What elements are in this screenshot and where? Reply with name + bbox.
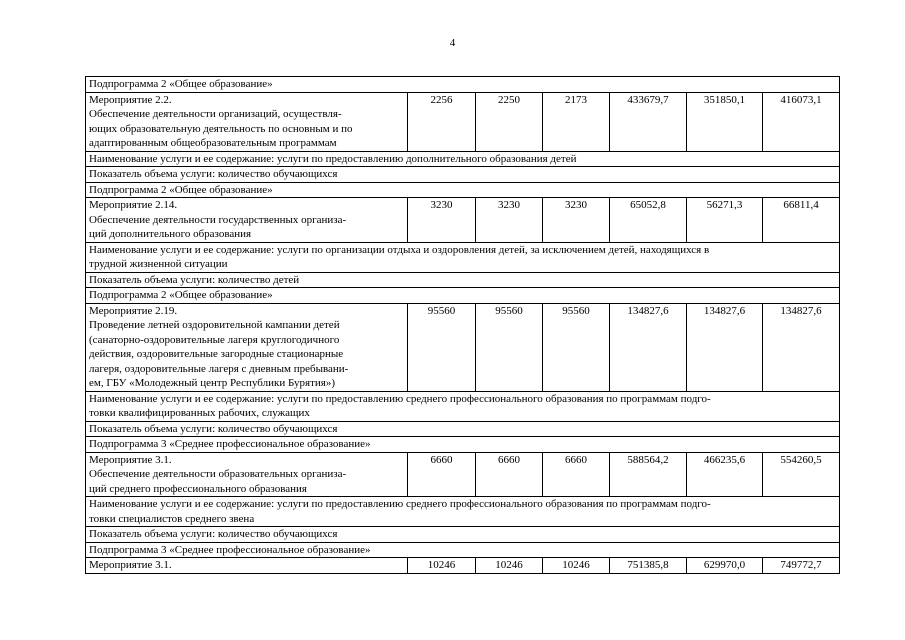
description-line: действия, оздоровительные загородные стационарные <box>89 348 344 360</box>
value-cell: 2256 <box>408 92 476 151</box>
description-line: ций среднего профессионального образования <box>89 482 307 495</box>
section-line: трудной жизненной ситуации <box>89 258 228 270</box>
value-cell: 466235,6 <box>687 452 763 497</box>
section-row <box>86 77 840 93</box>
activity-description <box>86 452 408 497</box>
section-row <box>86 391 840 421</box>
activity-row <box>86 452 840 497</box>
activity-description <box>86 92 408 151</box>
activity-description <box>86 303 408 391</box>
activity-description <box>86 198 408 243</box>
value-cell: 134827,6 <box>763 303 840 391</box>
description-line: ций дополнительного образования <box>89 228 252 240</box>
section-cell <box>86 242 840 272</box>
description-line: Мероприятие 2.19. <box>89 304 178 317</box>
value-cell: 3230 <box>476 198 543 243</box>
activity-row <box>86 303 840 391</box>
description-line: (санаторно-оздоровительные лагеря круглогодичного <box>89 333 340 346</box>
section-row <box>86 182 840 198</box>
section-cell: Подпрограмма 3 «Среднее профессиональное образование» <box>86 437 840 453</box>
description-line: Мероприятие 2.14. <box>89 199 178 211</box>
section-row <box>86 437 840 453</box>
description-line: Мероприятие 3.1. <box>89 559 172 571</box>
value-cell: 65052,8 <box>610 198 687 243</box>
value-cell: 56271,3 <box>687 198 763 243</box>
value-cell: 749772,7 <box>763 558 840 574</box>
value-cell: 433679,7 <box>610 92 687 151</box>
value-cell: 416073,1 <box>763 92 840 151</box>
value-cell: 554260,5 <box>763 452 840 497</box>
value-cell: 588564,2 <box>610 452 687 497</box>
section-row <box>86 542 840 558</box>
value-cell: 3230 <box>408 198 476 243</box>
section-line: Наименование услуги и ее содержание: услуги по организации отдыха и оздоровления детей, за исключением детей, находящихся в <box>89 243 710 256</box>
page-number: 4 <box>449 37 456 49</box>
section-line: товки специалистов среднего звена <box>89 512 255 525</box>
section-row <box>86 167 840 183</box>
section-cell: Показатель объема услуги: количество обучающихся <box>86 167 840 183</box>
activity-description <box>86 558 408 574</box>
value-cell: 134827,6 <box>687 303 763 391</box>
section-cell: Подпрограмма 2 «Общее образование» <box>86 182 840 198</box>
value-cell: 95560 <box>476 303 543 391</box>
value-cell: 2250 <box>476 92 543 151</box>
section-row <box>86 151 840 167</box>
value-cell: 2173 <box>543 92 610 151</box>
section-row <box>86 421 840 437</box>
section-line: товки квалифицированных рабочих, служащих <box>89 407 310 419</box>
description-line: Мероприятие 2.2. <box>89 93 172 106</box>
description-line: лагеря, оздоровительные лагеря с дневным пребывани- <box>89 362 349 375</box>
section-row <box>86 497 840 527</box>
description-line: Обеспечение деятельности государственных организа- <box>89 213 347 226</box>
section-cell <box>86 391 840 421</box>
activity-row <box>86 558 840 574</box>
value-cell: 6660 <box>476 452 543 497</box>
value-cell: 95560 <box>543 303 610 391</box>
section-row <box>86 288 840 304</box>
value-cell: 6660 <box>543 452 610 497</box>
activity-row <box>86 198 840 243</box>
value-cell: 10246 <box>476 558 543 574</box>
section-row <box>86 242 840 272</box>
description-line: Обеспечение деятельности образовательных организа- <box>89 468 347 480</box>
value-cell: 351850,1 <box>687 92 763 151</box>
value-cell: 3230 <box>543 198 610 243</box>
section-cell: Показатель объема услуги: количество обучающихся <box>86 421 840 437</box>
section-cell: Подпрограмма 3 «Среднее профессиональное образование» <box>86 542 840 558</box>
value-cell: 629970,0 <box>687 558 763 574</box>
value-cell: 10246 <box>408 558 476 574</box>
value-cell: 10246 <box>543 558 610 574</box>
services-table <box>85 76 840 574</box>
section-line: Наименование услуги и ее содержание: услуги по предоставлению среднего профессионального образования по программам подго- <box>89 392 711 405</box>
description-line: Проведение летней оздоровительной кампании детей <box>89 319 340 331</box>
section-line: Наименование услуги и ее содержание: услуги по предоставлению среднего профессионального образования по программам подго- <box>89 498 711 510</box>
value-cell: 6660 <box>408 452 476 497</box>
section-cell: Наименование услуги и ее содержание: услуги по предоставлению дополнительного образования детей <box>86 151 840 167</box>
value-cell: 134827,6 <box>610 303 687 391</box>
description-line: Обеспечение деятельности организаций, осуществля- <box>89 108 342 120</box>
section-row <box>86 272 840 288</box>
section-cell <box>86 497 840 527</box>
section-cell: Подпрограмма 2 «Общее образование» <box>86 288 840 304</box>
description-line: ем, ГБУ «Молодежный центр Республики Бурятия») <box>89 377 335 389</box>
section-cell: Показатель объема услуги: количество детей <box>86 272 840 288</box>
section-cell: Подпрограмма 2 «Общее образование» <box>86 77 840 93</box>
description-line: Мероприятие 3.1. <box>89 453 172 466</box>
value-cell: 66811,4 <box>763 198 840 243</box>
section-cell: Показатель объема услуги: количество обучающихся <box>86 527 840 543</box>
description-line: адаптированным общеобразовательным программам <box>89 137 337 149</box>
value-cell: 751385,8 <box>610 558 687 574</box>
activity-row <box>86 92 840 151</box>
description-line: ющих образовательную деятельность по основным и по <box>89 122 353 135</box>
section-row <box>86 527 840 543</box>
value-cell: 95560 <box>408 303 476 391</box>
